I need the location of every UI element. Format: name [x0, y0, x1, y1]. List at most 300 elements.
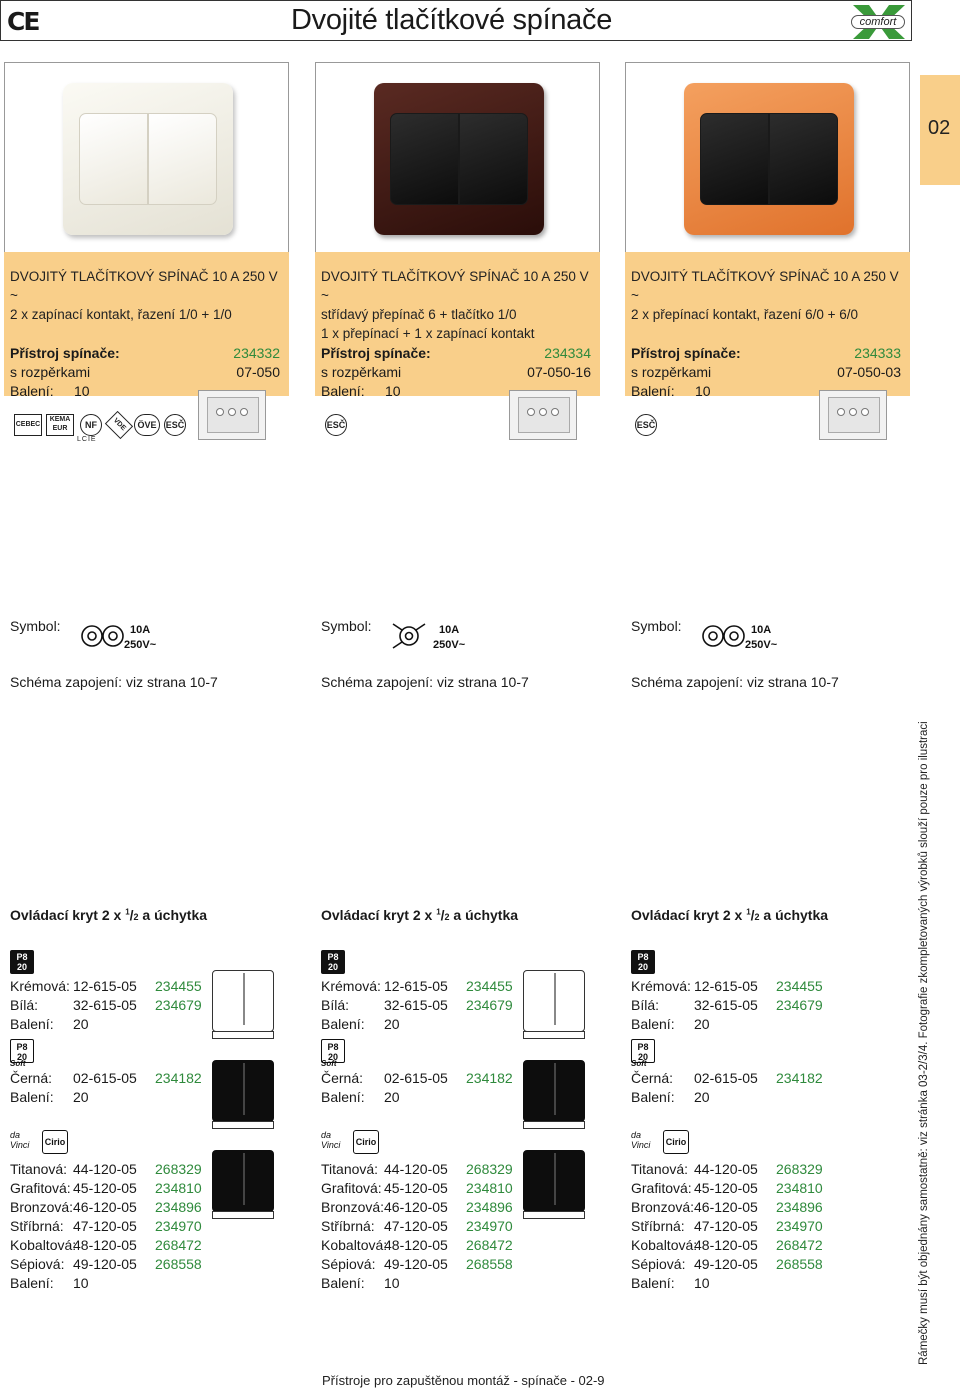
variant-row	[631, 1069, 831, 1088]
variant-row	[10, 1160, 210, 1179]
soft-label: Soft	[10, 1059, 26, 1068]
order-number: 234182	[155, 1070, 202, 1086]
p820-badge-icon	[631, 950, 655, 974]
variant-name: Černá:	[321, 1070, 364, 1086]
variant-code: 48-120-05	[73, 1237, 137, 1253]
changeover-switch-symbol-icon	[391, 620, 481, 652]
variant-group-designer	[10, 1160, 210, 1293]
device-code: 234334	[544, 345, 591, 361]
device-label: Přístroj spínače:	[10, 345, 120, 361]
order-number: 268472	[776, 1237, 823, 1253]
cert-ove: ÖVE	[134, 414, 160, 436]
badge-line: P8	[637, 1042, 649, 1052]
variant-label: s rozpěrkami	[10, 364, 91, 380]
badge-line: P8	[327, 1042, 339, 1052]
variant-row	[631, 1217, 831, 1236]
variant-name: Bílá:	[10, 997, 39, 1013]
cover-divider	[554, 1063, 556, 1115]
switch-frame-cream	[63, 83, 233, 235]
order-number: 234182	[776, 1070, 823, 1086]
variant-code: 49-120-05	[384, 1256, 448, 1272]
symbol-rating: 10A	[130, 624, 151, 636]
variant-row	[631, 1274, 831, 1293]
product-photo	[4, 62, 289, 252]
product-title	[10, 267, 285, 324]
logo-line: da	[631, 1130, 642, 1140]
pack-label: Balení:	[321, 1016, 365, 1032]
page-title: Dvojité tlačítkové spínače	[291, 4, 613, 36]
chapter-tab	[920, 75, 960, 185]
order-number: 268558	[155, 1256, 202, 1272]
pack-value: 10	[385, 383, 401, 399]
cert-kema: KEMA EUR	[46, 414, 74, 436]
variant-row	[631, 977, 831, 996]
symbol-rating: 10A	[439, 624, 460, 636]
cover-divider	[554, 973, 556, 1025]
davinci-logo-icon	[631, 1130, 657, 1156]
variant-code: 32-615-05	[73, 997, 137, 1013]
davinci-logo-icon	[321, 1130, 347, 1156]
order-number: 234970	[466, 1218, 513, 1234]
variant-name: Krémová:	[321, 978, 381, 994]
variant-code: 07-050-16	[527, 364, 591, 380]
cert-lcie: LCIE	[77, 436, 97, 443]
double-switch-symbol-icon	[80, 620, 170, 652]
variant-row	[10, 1255, 210, 1274]
order-number: 234455	[466, 978, 513, 994]
p820-soft-badge-icon	[631, 1039, 655, 1068]
variant-row	[10, 1179, 210, 1198]
variant-code: 47-120-05	[384, 1218, 448, 1234]
order-number: 234810	[155, 1180, 202, 1196]
mechanism-insert	[518, 397, 570, 433]
variant-name: Stříbrná:	[321, 1218, 375, 1234]
pack-value: 10	[695, 383, 711, 399]
pack-value: 10	[384, 1275, 400, 1291]
variant-name: Stříbrná:	[10, 1218, 64, 1234]
symbol-voltage: 250V~	[433, 639, 466, 651]
variant-row	[631, 1160, 831, 1179]
badge-line: 20	[327, 962, 338, 972]
p820-badge-icon	[10, 950, 34, 974]
logo-line: Vinci	[321, 1140, 341, 1150]
badge-line: 20	[637, 962, 648, 972]
variant-code: 44-120-05	[73, 1161, 137, 1177]
variant-group-standard	[631, 977, 831, 1034]
variant-code: 46-120-05	[384, 1199, 448, 1215]
device-label: Přístroj spínače:	[321, 345, 431, 361]
cover-title-prefix: Ovládací kryt 2 x	[631, 907, 747, 923]
cert-esc: ESČ	[164, 414, 186, 436]
rocker-left	[390, 113, 459, 205]
variant-row	[321, 1198, 521, 1217]
pack-label: Balení:	[321, 383, 365, 399]
symbol-label: Symbol:	[631, 618, 682, 634]
variant-row	[631, 996, 831, 1015]
variant-group-designer	[321, 1160, 521, 1293]
symbol-label: Symbol:	[321, 618, 372, 634]
variant-name: Krémová:	[631, 978, 691, 994]
logo-line: Vinci	[10, 1140, 30, 1150]
order-number: 268472	[155, 1237, 202, 1253]
cover-title	[321, 907, 518, 923]
wiring-scheme-ref: Schéma zapojení: viz strana 10-7	[631, 674, 839, 690]
davinci-logo-icon	[10, 1130, 36, 1156]
mechanism-image	[198, 390, 266, 440]
badge-line: P8	[16, 1042, 28, 1052]
badge-line: 20	[327, 1052, 338, 1062]
cirio-logo-icon: Cirio	[42, 1130, 68, 1154]
pack-value: 20	[694, 1089, 710, 1105]
page-footer: Přístroje pro zapuštěnou montáž - spínače - 02-9	[322, 1373, 605, 1388]
mechanism-image	[819, 390, 887, 440]
terminal-icon	[539, 408, 547, 416]
cover-title-prefix: Ovládací kryt 2 x	[321, 907, 437, 923]
variant-row	[10, 1198, 210, 1217]
terminal-icon	[551, 408, 559, 416]
variant-group-designer	[631, 1160, 831, 1293]
order-number: 234810	[776, 1180, 823, 1196]
rocker-pair	[79, 113, 217, 205]
variant-name: Grafitová:	[321, 1180, 382, 1196]
variant-name: Kobaltová:	[10, 1237, 77, 1253]
terminal-icon	[527, 408, 535, 416]
pack-label: Balení:	[631, 1089, 675, 1105]
rocker-pair	[390, 113, 528, 205]
variant-name: Kobaltová:	[631, 1237, 698, 1253]
pack-value: 20	[73, 1016, 89, 1032]
cert-vde: VDE	[105, 411, 133, 439]
variant-code: 02-615-05	[384, 1070, 448, 1086]
variant-row	[631, 1255, 831, 1274]
pack-value: 20	[694, 1016, 710, 1032]
cover-title	[10, 907, 207, 923]
title-line: střídavý přepínač 6 + tlačítko 1/0	[321, 307, 517, 322]
variant-code: 02-615-05	[73, 1070, 137, 1086]
variant-code: 46-120-05	[73, 1199, 137, 1215]
variant-name: Stříbrná:	[631, 1218, 685, 1234]
variant-group-soft	[631, 1069, 831, 1107]
variant-row	[631, 1015, 831, 1034]
order-number: 268329	[155, 1161, 202, 1177]
variant-code: 47-120-05	[73, 1218, 137, 1234]
pack-label: Balení:	[321, 1275, 365, 1291]
variant-row	[321, 1255, 521, 1274]
variant-name: Sépiová:	[10, 1256, 65, 1272]
order-number: 234679	[776, 997, 823, 1013]
variant-row	[10, 1274, 210, 1293]
product-title	[631, 267, 906, 324]
variant-row	[321, 1088, 521, 1107]
variant-code: 48-120-05	[694, 1237, 758, 1253]
variant-label: s rozpěrkami	[631, 364, 712, 380]
variant-group-soft	[10, 1069, 210, 1107]
logo-line: Vinci	[631, 1140, 651, 1150]
pack-value: 20	[384, 1016, 400, 1032]
variant-name: Černá:	[631, 1070, 674, 1086]
badge-line: P8	[327, 952, 339, 962]
variant-name: Grafitová:	[631, 1180, 692, 1196]
order-number: 234679	[466, 997, 513, 1013]
title-line: DVOJITÝ TLAČÍTKOVÝ SPÍNAČ 10 A 250 V ~	[321, 269, 589, 303]
cover-image-black-designer	[212, 1150, 274, 1212]
logo-line: da	[321, 1130, 332, 1140]
variant-code: 44-120-05	[384, 1161, 448, 1177]
double-switch-symbol-icon	[701, 620, 791, 652]
order-number: 234455	[776, 978, 823, 994]
cover-image-white	[523, 970, 585, 1032]
cover-base	[523, 1121, 585, 1129]
device-code: 234333	[854, 345, 901, 361]
cover-title	[631, 907, 828, 923]
terminal-icon	[837, 408, 845, 416]
order-number: 268329	[776, 1161, 823, 1177]
variant-name: Černá:	[10, 1070, 53, 1086]
brand-name: comfort	[851, 15, 905, 29]
cover-title-slash: /	[440, 907, 445, 923]
order-number: 234970	[776, 1218, 823, 1234]
wiring-scheme-ref: Schéma zapojení: viz strana 10-7	[10, 674, 218, 690]
variant-name: Bílá:	[631, 997, 660, 1013]
cover-base	[212, 1211, 274, 1219]
cover-image-white	[212, 970, 274, 1032]
rocker-pair	[700, 113, 838, 205]
variant-code: 32-615-05	[384, 997, 448, 1013]
variant-code: 49-120-05	[694, 1256, 758, 1272]
cover-title-sup: 1	[746, 907, 751, 917]
order-number: 268558	[466, 1256, 513, 1272]
variant-group-soft	[321, 1069, 521, 1107]
cover-title-sub: 2	[444, 912, 450, 922]
title-line: DVOJITÝ TLAČÍTKOVÝ SPÍNAČ 10 A 250 V ~	[10, 269, 278, 303]
variant-row	[10, 977, 210, 996]
cover-title-slash: /	[750, 907, 755, 923]
product-title	[321, 267, 596, 343]
variant-row	[321, 1160, 521, 1179]
order-number: 268472	[466, 1237, 513, 1253]
device-label: Přístroj spínače:	[631, 345, 741, 361]
cover-base	[523, 1031, 585, 1039]
variant-name: Bílá:	[321, 997, 350, 1013]
title-line: DVOJITÝ TLAČÍTKOVÝ SPÍNAČ 10 A 250 V ~	[631, 269, 899, 303]
variant-label: s rozpěrkami	[321, 364, 402, 380]
cert-nf: NF	[80, 414, 102, 436]
terminal-icon	[849, 408, 857, 416]
cirio-logo-icon: Cirio	[353, 1130, 379, 1154]
terminal-icon	[240, 408, 248, 416]
pack-label: Balení:	[10, 1016, 54, 1032]
cover-divider	[243, 973, 245, 1025]
variant-row	[631, 1236, 831, 1255]
badge-line: 20	[637, 1052, 648, 1062]
variant-group-standard	[321, 977, 521, 1034]
variant-row	[631, 1179, 831, 1198]
variant-code: 45-120-05	[384, 1180, 448, 1196]
cover-divider	[554, 1153, 556, 1205]
variant-name: Grafitová:	[10, 1180, 71, 1196]
variant-code: 48-120-05	[384, 1237, 448, 1253]
order-number: 234896	[776, 1199, 823, 1215]
cover-divider	[243, 1153, 245, 1205]
soft-label: Soft	[631, 1059, 647, 1068]
variant-code: 45-120-05	[73, 1180, 137, 1196]
variant-row	[321, 1217, 521, 1236]
title-line: 1 x přepínací + 1 x zapínací kontakt	[321, 326, 535, 341]
pack-value: 20	[73, 1089, 89, 1105]
cover-base	[212, 1031, 274, 1039]
mechanism-insert	[828, 397, 880, 433]
variant-row	[10, 1217, 210, 1236]
pack-label: Balení:	[631, 383, 675, 399]
variant-row	[321, 996, 521, 1015]
switch-frame-bronze	[374, 83, 544, 235]
pack-label: Balení:	[10, 383, 54, 399]
terminal-icon	[228, 408, 236, 416]
cover-base	[212, 1121, 274, 1129]
terminal-icon	[216, 408, 224, 416]
wiring-scheme-ref: Schéma zapojení: viz strana 10-7	[321, 674, 529, 690]
cover-title-prefix: Ovládací kryt 2 x	[10, 907, 126, 923]
variant-name: Krémová:	[10, 978, 70, 994]
cirio-logo-icon: Cirio	[663, 1130, 689, 1154]
pack-label: Balení:	[631, 1016, 675, 1032]
pack-label: Balení:	[10, 1089, 54, 1105]
variant-name: Bronzová:	[321, 1199, 385, 1215]
pack-label: Balení:	[631, 1275, 675, 1291]
variant-code: 12-615-05	[384, 978, 448, 994]
variant-code: 49-120-05	[73, 1256, 137, 1272]
pack-label: Balení:	[321, 1089, 365, 1105]
symbol-voltage: 250V~	[124, 639, 157, 651]
order-number: 234896	[155, 1199, 202, 1215]
logo-line: da	[10, 1130, 21, 1140]
mechanism-insert	[207, 397, 259, 433]
variant-group-standard	[10, 977, 210, 1034]
p820-soft-badge-icon	[10, 1039, 34, 1068]
variant-row	[321, 1236, 521, 1255]
variant-row	[631, 1088, 831, 1107]
cover-title-suffix: a úchytka	[138, 907, 208, 923]
rocker-right	[769, 113, 838, 205]
cover-image-black-soft	[523, 1060, 585, 1122]
cover-image-black-designer	[523, 1150, 585, 1212]
variant-row	[10, 1015, 210, 1034]
rocker-left	[700, 113, 769, 205]
order-number: 234810	[466, 1180, 513, 1196]
badge-line: 20	[16, 1052, 27, 1062]
switch-frame-orange	[684, 83, 854, 235]
rocker-right	[148, 113, 217, 205]
p820-badge-icon	[321, 950, 345, 974]
variant-row	[321, 1069, 521, 1088]
variant-code: 07-050	[236, 364, 280, 380]
variant-name: Bronzová:	[10, 1199, 74, 1215]
badge-line: P8	[16, 952, 28, 962]
cover-title-sub: 2	[754, 912, 760, 922]
variant-row	[321, 1179, 521, 1198]
ce-mark: CE	[7, 7, 39, 36]
variant-name: Sépiová:	[631, 1256, 686, 1272]
terminal-icon	[861, 408, 869, 416]
variant-code: 12-615-05	[694, 978, 758, 994]
order-number: 234182	[466, 1070, 513, 1086]
variant-code: 12-615-05	[73, 978, 137, 994]
cover-divider	[243, 1063, 245, 1115]
variant-code: 44-120-05	[694, 1161, 758, 1177]
symbol-label: Symbol:	[10, 618, 61, 634]
cover-title-suffix: a úchytka	[759, 907, 829, 923]
order-number: 268329	[466, 1161, 513, 1177]
order-number: 234679	[155, 997, 202, 1013]
page-header	[0, 0, 912, 41]
variant-code: 47-120-05	[694, 1218, 758, 1234]
cover-title-sup: 1	[125, 907, 130, 917]
p820-soft-badge-icon	[321, 1039, 345, 1068]
cert-cebec: CEBEC	[14, 414, 42, 436]
title-line: 2 x zapínací kontakt, řazení 1/0 + 1/0	[10, 307, 232, 322]
title-line: 2 x přepínací kontakt, řazení 6/0 + 6/0	[631, 307, 859, 322]
cover-title-suffix: a úchytka	[449, 907, 519, 923]
variant-code: 46-120-05	[694, 1199, 758, 1215]
variant-name: Titanová:	[10, 1161, 68, 1177]
variant-code: 45-120-05	[694, 1180, 758, 1196]
variant-code: 32-615-05	[694, 997, 758, 1013]
variant-row	[10, 996, 210, 1015]
order-number: 234896	[466, 1199, 513, 1215]
symbol-rating: 10A	[751, 624, 772, 636]
pack-value: 10	[73, 1275, 89, 1291]
variant-name: Titanová:	[631, 1161, 689, 1177]
variant-code: 02-615-05	[694, 1070, 758, 1086]
soft-label: Soft	[321, 1059, 337, 1068]
product-photo	[625, 62, 910, 252]
badge-line: 20	[16, 962, 27, 972]
pack-label: Balení:	[10, 1275, 54, 1291]
variant-row	[10, 1069, 210, 1088]
variant-code: 07-050-03	[837, 364, 901, 380]
variant-row	[10, 1236, 210, 1255]
side-note: Rámečky musí být objednány samostatně: viz stránka 03-2/3/4. Fotografie zkompletovaných výrobků slouží pouze pro ilustraci	[918, 721, 930, 1365]
pack-value: 10	[694, 1275, 710, 1291]
cert-esc: ESČ	[635, 414, 657, 436]
device-code: 234332	[233, 345, 280, 361]
order-number: 234455	[155, 978, 202, 994]
cover-image-black-soft	[212, 1060, 274, 1122]
badge-line: P8	[637, 952, 649, 962]
cover-title-slash: /	[129, 907, 134, 923]
pack-value: 20	[384, 1089, 400, 1105]
variant-name: Bronzová:	[631, 1199, 695, 1215]
variant-row	[631, 1198, 831, 1217]
variant-name: Sépiová:	[321, 1256, 376, 1272]
rocker-right	[459, 113, 528, 205]
rocker-left	[79, 113, 148, 205]
variant-row	[321, 1015, 521, 1034]
mechanism-image	[509, 390, 577, 440]
symbol-voltage: 250V~	[745, 639, 778, 651]
chapter-number: 02	[928, 117, 951, 139]
variant-row	[10, 1088, 210, 1107]
cert-esc: ESČ	[325, 414, 347, 436]
variant-name: Kobaltová:	[321, 1237, 388, 1253]
cover-title-sub: 2	[133, 912, 139, 922]
order-number: 268558	[776, 1256, 823, 1272]
pack-value: 10	[74, 383, 90, 399]
variant-row	[321, 977, 521, 996]
cover-title-sup: 1	[436, 907, 441, 917]
cover-base	[523, 1211, 585, 1219]
variant-name: Titanová:	[321, 1161, 379, 1177]
